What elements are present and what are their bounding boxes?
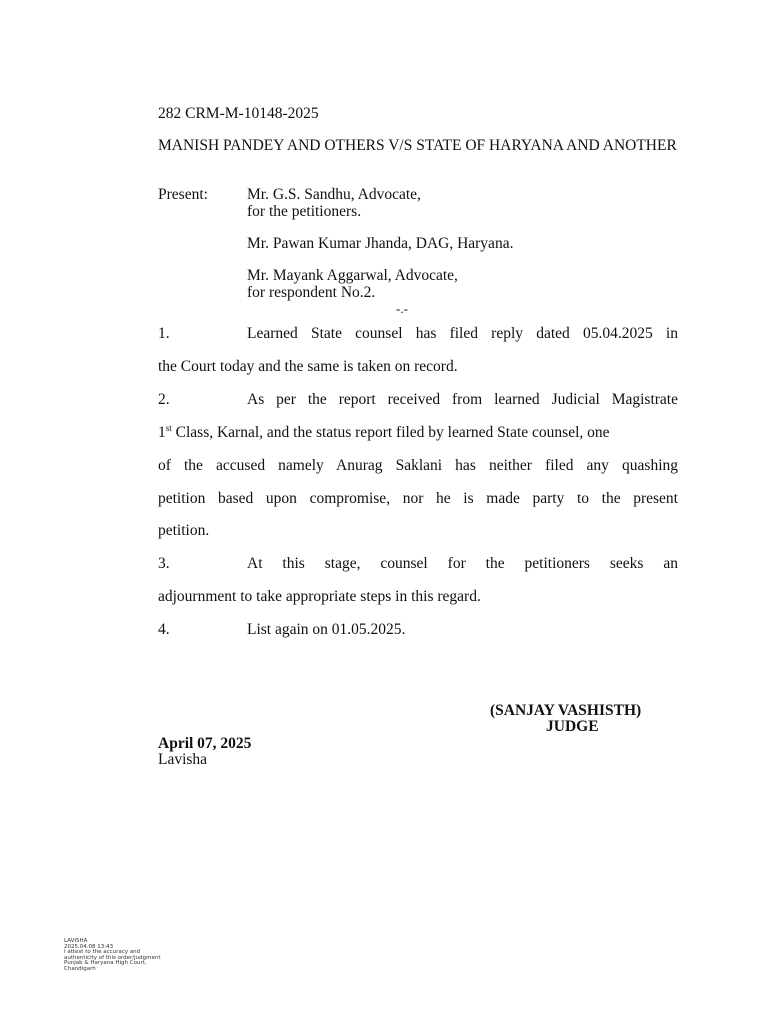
case-title: MANISH PANDEY AND OTHERS V/S STATE OF HARYANA AND ANOTHER bbox=[158, 137, 677, 154]
judge-title: JUDGE bbox=[546, 718, 599, 735]
counsel-name: Mr. G.S. Sandhu, Advocate, bbox=[247, 186, 421, 203]
para-2-line: petition. bbox=[158, 522, 210, 539]
counsel-respondent bbox=[247, 267, 458, 301]
judge-name: (SANJAY VASHISTH) bbox=[490, 702, 642, 719]
ordinal-suffix: st bbox=[165, 422, 172, 433]
court-name: Punjab & Haryana High Court, bbox=[64, 960, 147, 967]
para-1-number: 1. bbox=[158, 325, 170, 342]
signer-name: LAVISHA bbox=[64, 938, 88, 944]
attestation-text: I attest to the accuracy and bbox=[64, 949, 141, 956]
line-text: Class, Karnal, and the status report filed by learned State counsel, one bbox=[171, 424, 610, 441]
ordinal-number: 1 bbox=[158, 424, 166, 441]
para-3-line: At this stage, counsel for the petitioners seeks an bbox=[247, 555, 678, 572]
counsel-state bbox=[247, 235, 513, 252]
counsel-name: Mr. Pawan Kumar Jhanda, DAG, Haryana. bbox=[247, 235, 514, 252]
para-2-line bbox=[158, 424, 678, 442]
para-2-line: As per the report received from learned Judicial Magistrate bbox=[247, 391, 678, 408]
para-2-number: 2. bbox=[158, 391, 170, 408]
para-1-line: Learned State counsel has filed reply dated 05.04.2025 in bbox=[247, 325, 678, 342]
section-separator: -.- bbox=[396, 301, 408, 316]
para-1-line: the Court today and the same is taken on record. bbox=[158, 358, 458, 375]
counsel-name: Mr. Mayank Aggarwal, Advocate, bbox=[247, 267, 458, 284]
para-2-line: petition based upon compromise, nor he is made party to the present bbox=[158, 490, 678, 507]
court-location: Chandigarh bbox=[64, 965, 96, 972]
para-4-line: List again on 01.05.2025. bbox=[247, 621, 406, 638]
counsel-role: for the petitioners. bbox=[247, 203, 362, 220]
para-3-number: 3. bbox=[158, 555, 170, 572]
counsel-petitioners bbox=[247, 186, 421, 220]
para-4-number: 4. bbox=[158, 621, 170, 638]
para-3-line: adjournment to take appropriate steps in this regard. bbox=[158, 588, 481, 605]
para-2-line: of the accused namely Anurag Saklani has neither filed any quashing bbox=[158, 457, 678, 474]
attestation-text: authenticity of this order/judgment bbox=[64, 954, 161, 961]
signature-timestamp: 2025.04.08 13:43 bbox=[64, 943, 114, 950]
case-number: 282 CRM-M-10148-2025 bbox=[158, 105, 319, 122]
present-label: Present: bbox=[158, 186, 208, 203]
counsel-role: for respondent No.2. bbox=[247, 284, 376, 301]
order-date: April 07, 2025 bbox=[158, 735, 252, 752]
typist-name: Lavisha bbox=[158, 751, 208, 768]
digital-signature-stamp bbox=[64, 939, 161, 973]
